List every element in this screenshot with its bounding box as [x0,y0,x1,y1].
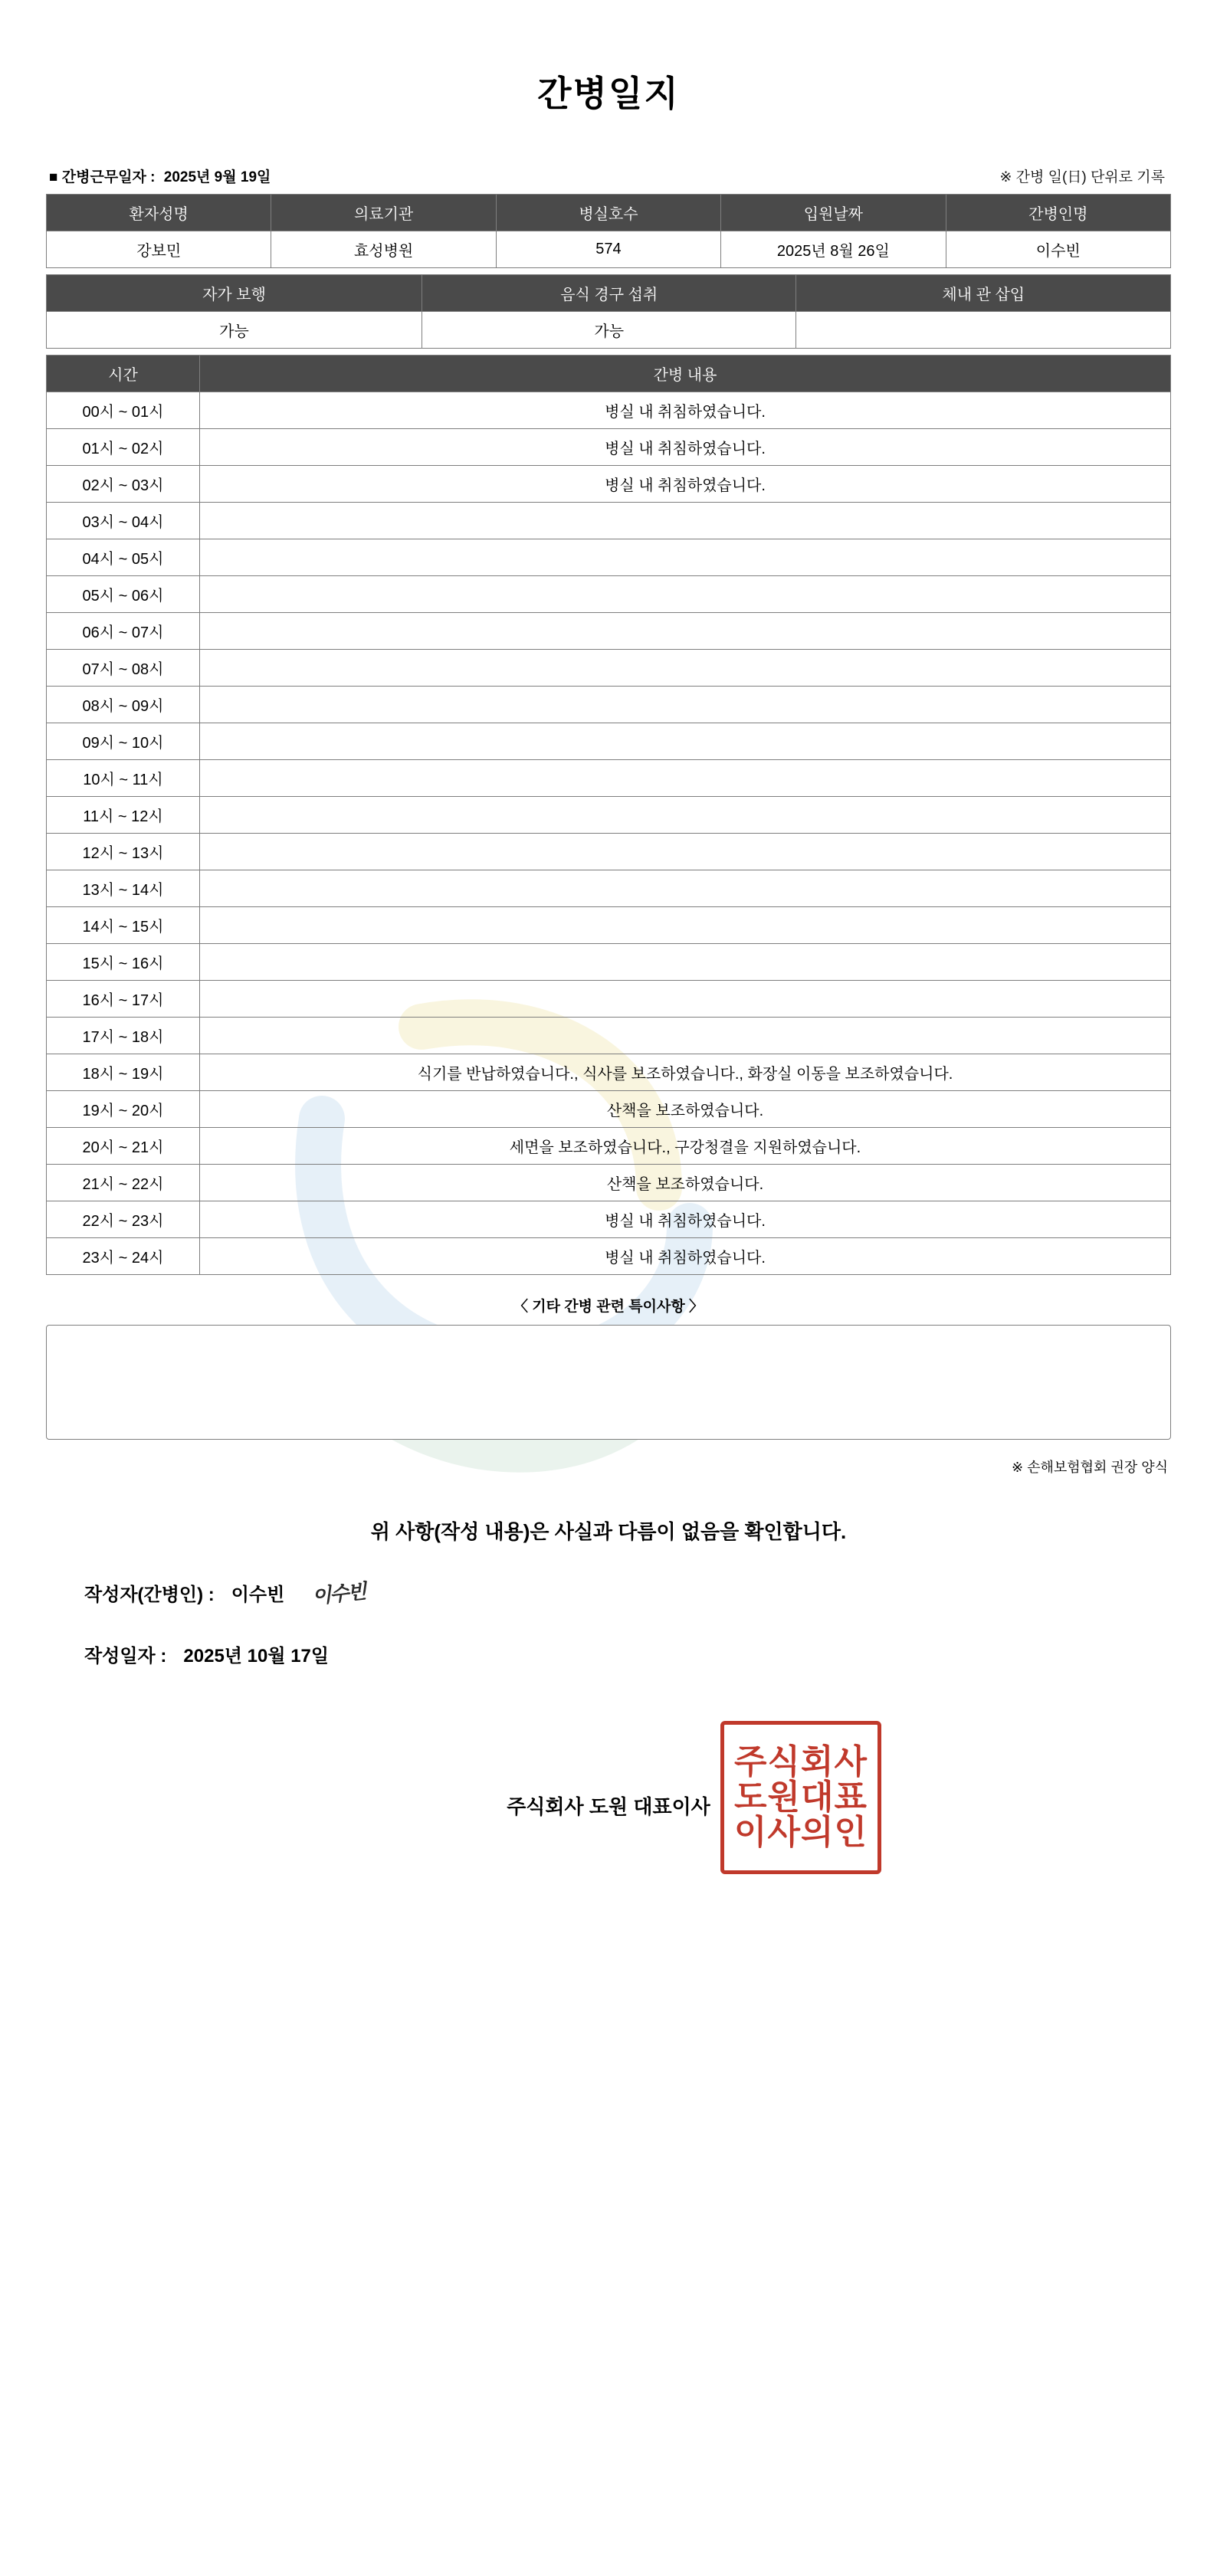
header-patient-name: 환자성명 [47,195,271,231]
log-content: 병실 내 취침하였습니다. [200,1201,1171,1238]
log-time: 00시 ~ 01시 [47,392,200,429]
table-header-row [47,195,1171,231]
header-tube-insertion: 체내 관 삽입 [796,275,1171,312]
value-tube-insertion [796,312,1171,349]
header-oral-intake: 음식 경구 섭취 [422,275,796,312]
log-content: 식기를 반납하였습니다., 식사를 보조하였습니다., 화장실 이동을 보조하였습니다. [200,1054,1171,1091]
header-caregiver-name: 간병인명 [946,195,1170,231]
log-content [200,687,1171,723]
author-label: 작성자(간병인) : [84,1585,215,1605]
value-room-number: 574 [496,231,720,268]
write-date-row [46,1640,1171,1667]
value-admission-date: 2025년 8월 26일 [721,231,946,268]
log-content [200,834,1171,870]
log-content: 병실 내 취침하였습니다. [200,392,1171,429]
table-row [47,1018,1171,1054]
log-time: 04시 ~ 05시 [47,539,200,576]
work-date-value: 2025년 9월 19일 [163,169,271,185]
company-row [46,1707,1171,1868]
log-time: 07시 ~ 08시 [47,650,200,687]
table-row [47,429,1171,466]
log-content [200,907,1171,944]
handwritten-signature: 이수빈 [311,1580,367,1609]
stamp-line-2: 도원대표 [733,1777,868,1817]
table-row [47,944,1171,981]
stamp-line-1: 주식회사 [733,1742,868,1781]
value-institution: 효성병원 [271,231,496,268]
confirmation-statement: 위 사항(작성 내용)은 사실과 다름이 없음을 확인합니다. [370,1520,847,1543]
company-seal-stamp [720,1721,881,1874]
author-row [46,1578,1171,1607]
log-time: 01시 ~ 02시 [47,429,200,466]
log-time: 17시 ~ 18시 [47,1018,200,1054]
header-room-number: 병실호수 [496,195,720,231]
header-care-content: 간병 내용 [200,356,1171,392]
log-time: 14시 ~ 15시 [47,907,200,944]
log-content: 세면을 보조하였습니다., 구강청결을 지원하였습니다. [200,1128,1171,1165]
value-oral-intake: 가능 [422,312,796,349]
log-time: 13시 ~ 14시 [47,870,200,907]
log-time: 23시 ~ 24시 [47,1238,200,1275]
stamp-line-3: 이사의인 [733,1813,868,1853]
log-content: 병실 내 취침하였습니다. [200,429,1171,466]
log-content [200,576,1171,613]
log-time: 03시 ~ 04시 [47,503,200,539]
company-name: 주식회사 도원 대표이사 [507,1795,710,1818]
table-row [47,503,1171,539]
table-header-row [47,275,1171,312]
log-time: 22시 ~ 23시 [47,1201,200,1238]
condition-table [46,274,1171,349]
table-header-row [47,356,1171,392]
value-self-ambulation: 가능 [47,312,422,349]
table-row [47,760,1171,797]
author-value: 이수빈 [231,1585,285,1605]
table-row [47,687,1171,723]
table-row [47,650,1171,687]
table-row [47,312,1171,349]
log-content [200,650,1171,687]
log-time: 06시 ~ 07시 [47,613,200,650]
log-content [200,981,1171,1018]
log-time: 20시 ~ 21시 [47,1128,200,1165]
write-date-value: 2025년 10월 17일 [183,1646,330,1667]
log-time: 19시 ~ 20시 [47,1091,200,1128]
log-time: 12시 ~ 13시 [47,834,200,870]
log-time: 02시 ~ 03시 [47,466,200,503]
table-row [47,907,1171,944]
association-note: ※ 손해보험협회 권장 양식 [1012,1460,1168,1475]
log-content [200,944,1171,981]
log-time: 10시 ~ 11시 [47,760,200,797]
table-row [47,723,1171,760]
log-content [200,760,1171,797]
table-row [47,1165,1171,1201]
work-date-label: ■ 간병근무일자 : [49,169,156,185]
table-row [47,1238,1171,1275]
work-date [49,166,271,186]
table-row [47,834,1171,870]
log-time: 16시 ~ 17시 [47,981,200,1018]
meta-row [46,166,1171,186]
patient-info-table [46,194,1171,268]
table-row [47,797,1171,834]
table-row [47,539,1171,576]
table-row [47,231,1171,268]
header-time: 시간 [47,356,200,392]
header-institution: 의료기관 [271,195,496,231]
notes-box[interactable] [46,1325,1171,1440]
write-date-label: 작성일자 : [84,1646,167,1667]
table-row [47,1054,1171,1091]
table-row [47,613,1171,650]
table-row [47,981,1171,1018]
log-content [200,870,1171,907]
value-patient-name: 강보민 [47,231,271,268]
table-row [47,870,1171,907]
care-log-table [46,355,1171,1275]
value-caregiver-name: 이수빈 [946,231,1170,268]
log-time: 15시 ~ 16시 [47,944,200,981]
log-time: 21시 ~ 22시 [47,1165,200,1201]
table-row [47,1091,1171,1128]
log-time: 11시 ~ 12시 [47,797,200,834]
log-content [200,539,1171,576]
header-self-ambulation: 자가 보행 [47,275,422,312]
log-time: 18시 ~ 19시 [47,1054,200,1091]
log-time: 05시 ~ 06시 [47,576,200,613]
log-content: 산책을 보조하였습니다. [200,1165,1171,1201]
notes-title: 〈 기타 간병 관련 특이사항 〉 [513,1299,704,1315]
table-row [47,392,1171,429]
log-content: 병실 내 취침하였습니다. [200,466,1171,503]
record-unit-note: ※ 간병 일(日) 단위로 기록 [999,169,1165,185]
log-content [200,723,1171,760]
log-time: 09시 ~ 10시 [47,723,200,760]
table-row [47,1128,1171,1165]
table-row [47,1201,1171,1238]
table-row [47,576,1171,613]
log-content [200,797,1171,834]
log-content: 병실 내 취침하였습니다. [200,1238,1171,1275]
log-content [200,613,1171,650]
page-title: 간병일지 [537,74,680,113]
log-content: 산책을 보조하였습니다. [200,1091,1171,1128]
log-content [200,503,1171,539]
log-content [200,1018,1171,1054]
table-row [47,466,1171,503]
header-admission-date: 입원날짜 [721,195,946,231]
log-time: 08시 ~ 09시 [47,687,200,723]
